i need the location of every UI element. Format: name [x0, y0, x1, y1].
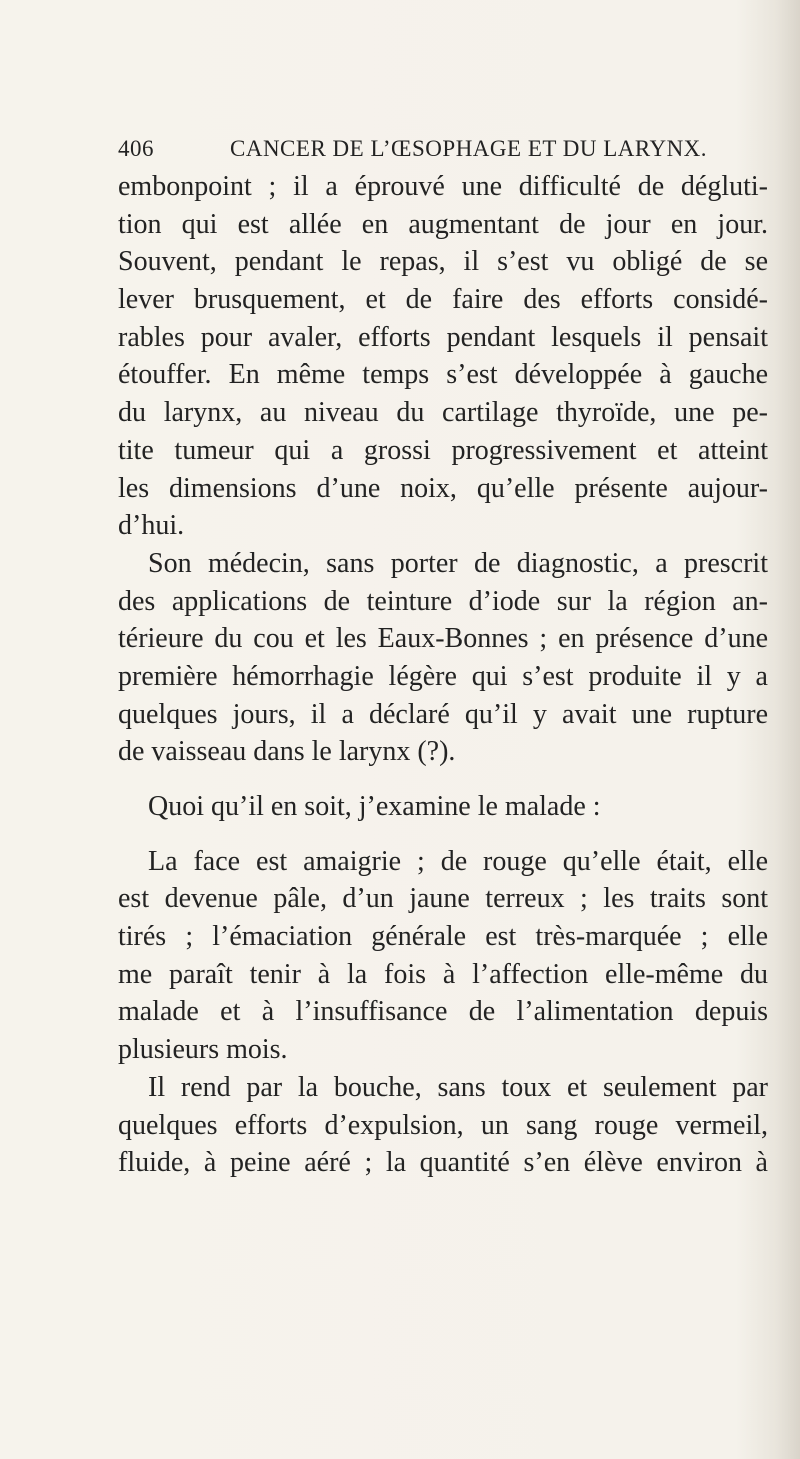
- body-text: [118, 168, 768, 1182]
- paragraph: [118, 843, 768, 1069]
- page-number: 406: [118, 136, 154, 161]
- text-line: fluide, à peine aéré ; la quantité s’en élève environ à: [118, 1147, 768, 1179]
- paragraph-gap: [118, 826, 768, 843]
- paragraph: [118, 788, 768, 826]
- text-line: Son médecin, sans porter de diagnostic, a prescrit: [148, 547, 768, 579]
- text-line: quelques jours, il a déclaré qu’il y avait une rupture: [118, 698, 768, 730]
- paragraph: [118, 168, 768, 545]
- text-line: malade et à l’insuffisance de l’alimentation depuis: [118, 996, 768, 1028]
- text-line: les dimensions d’une noix, qu’elle présente aujour-: [118, 472, 768, 504]
- text-line: tite tumeur qui a grossi progressivement et atteint: [118, 434, 768, 466]
- text-line: me paraît tenir à la fois à l’affection elle-même du: [118, 958, 768, 990]
- text-line: est devenue pâle, d’un jaune terreux ; les traits sont: [118, 883, 768, 915]
- text-line: des applications de teinture d’iode sur la région an-: [118, 585, 768, 617]
- text-line: de vaisseau dans le larynx (?).: [118, 736, 456, 768]
- text-line: quelques efforts d’expulsion, un sang rouge vermeil,: [118, 1109, 768, 1141]
- text-line: d’hui.: [118, 510, 185, 542]
- text-line: étouffer. En même temps s’est développée à gauche: [118, 359, 768, 391]
- running-title: CANCER DE L’ŒSOPHAGE ET DU LARYNX.: [230, 136, 708, 161]
- text-line: La face est amaigrie ; de rouge qu’elle était, elle: [148, 845, 768, 877]
- paragraph: [118, 545, 768, 771]
- page-header: [118, 136, 708, 166]
- text-line: Quoi qu’il en soit, j’examine le malade :: [148, 791, 601, 822]
- paragraph: [118, 1069, 768, 1182]
- text-line: première hémorrhagie légère qui s’est produite il y a: [118, 660, 768, 692]
- text-line: lever brusquement, et de faire des efforts considé-: [118, 284, 768, 316]
- text-line: du larynx, au niveau du cartilage thyroïde, une pe-: [118, 397, 768, 429]
- text-line: Souvent, pendant le repas, il s’est vu obligé de se: [118, 246, 768, 278]
- text-line: tirés ; l’émaciation générale est très-marquée ; elle: [118, 921, 768, 953]
- paragraph-gap: [118, 771, 768, 788]
- text-line: tion qui est allée en augmentant de jour en jour.: [118, 208, 768, 240]
- text-line: rables pour avaler, efforts pendant lesquels il pensait: [118, 321, 768, 353]
- text-line: térieure du cou et les Eaux-Bonnes ; en présence d’une: [118, 623, 768, 655]
- text-line: plusieurs mois.: [118, 1034, 288, 1066]
- text-line: embonpoint ; il a éprouvé une difficulté de dégluti-: [118, 171, 768, 202]
- text-line: Il rend par la bouche, sans toux et seulement par: [148, 1071, 768, 1103]
